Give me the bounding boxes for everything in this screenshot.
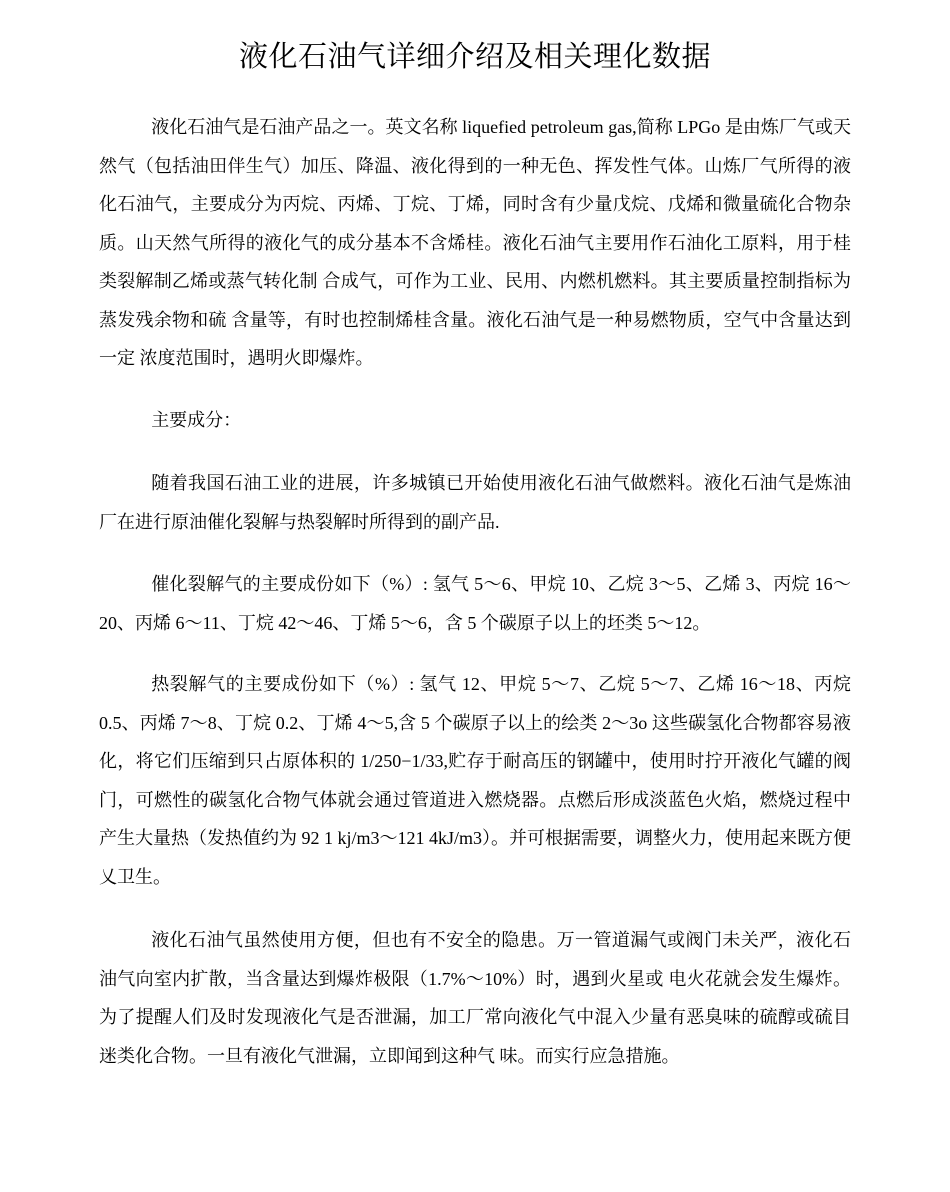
page-title: 液化石油气详细介绍及相关理化数据 — [238, 39, 711, 73]
paragraph-catalytic-cracking-gas: 催化裂解气的主要成份如下（%）: 氢气 5〜6、甲烷 10、乙烷 3〜5、乙烯 3、丙烷 16〜20、丙烯 6〜11、丁烷 42〜46、丁烯 5〜6，含 5 个碳原子以上的坯类 5〜12。 — [99, 574, 851, 633]
paragraph-byproduct: 随着我国石油工业的进展，许多城镇已开始使用液化石油气做燃料。液化石油气是炼油厂在进行原油催化裂解与热裂解时所得到的副产品. — [99, 473, 851, 532]
paragraph-main-components-heading: 主要成分： — [151, 410, 242, 430]
paragraph-safety: 液化石油气虽然使用方便，但也有不安全的隐患。万一管道漏气或阀门未关严，液化石油气向室内扩散，当含量达到爆炸极限（1.7%〜10%）时，遇到火星或 电火花就会发生爆炸。为了提醒人们及时发现液化气是否泄漏，加工厂常向液化气中混入少量有恶臭味的硫醇或硫目迷类化合物。一旦有液化气泄漏，立即闻到这种气 味。而实行应急措施。 — [99, 930, 851, 1066]
paragraph-introduction: 液化石油气是石油产品之一。英文名称 liquefied petroleum gas,简称 LPGo 是由炼厂气或天然气（包括油田伴生气）加压、降温、液化得到的一种无色、挥发性气体。山炼厂气所得的液化石油气，主要成分为丙烷、丙烯、丁烷、丁烯，同时含有少量戊烷、戊烯和微量硫化合物杂质。山天然气所得的液化气的成分基本不含烯桂。液化石油气主要用作石油化工原料，用于桂类裂解制乙烯或蒸气转化制 合成气，可作为工业、民用、内燃机燃料。其主要质量控制指标为蒸发残余物和硫 含量等，有时也控制烯桂含量。液化石油气是一种易燃物质，空气中含量达到一定 浓度范围时，遇明火即爆炸。 — [99, 117, 851, 368]
paragraph-thermal-cracking-gas: 热裂解气的主要成份如下（%）: 氢气 12、甲烷 5〜7、乙烷 5〜7、乙烯 16〜18、丙烷 0.5、丙烯 7〜8、丁烷 0.2、丁烯 4〜5,含 5 个碳原子以上的绘类 2〜3o 这些碳氢化合物都容易液化，将它们压缩到只占原体积的 1/250−1/33,贮存于耐高压的钢罐中，使用时拧开液化气罐的阀门，可燃性的碳氢化合物气体就会通过管道进入燃烧器。点燃后形成淡蓝色火焰，燃烧过程中产生大量热（发热值约为 92 1 kj/m3〜121 4kJ/m3）。并可根据需要，调整火力，使用起来既方便乂卫生。 — [99, 674, 852, 887]
